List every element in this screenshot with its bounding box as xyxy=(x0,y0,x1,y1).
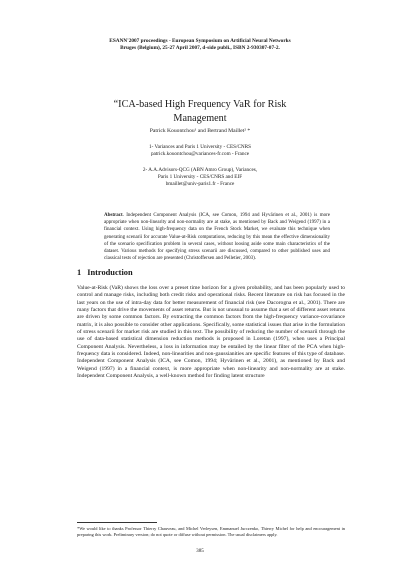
body-paragraph: Value-at-Risk (VaR) shows the loss over a preset time horizon for a given probability, and has been popularly used to control and manage risks, including both credit risks and operational risks. Recent literature on risk has focused in the last years on the use of intra-day data for better measurement of financial risk (see Dacorogna et al., 2001). There are many factors that drive the movements of asset returns. But is not unusual to assume that a set of different asset returns are driven by some common factors. By extracting the common factors from the high-frequency variance-covariance matrix, it is also possible to consider other applications. Specifically, some statistical issues that arise in the formulation of stress scenarii for market risk are studied in this text. The possibility of reducing the number of scenarii through the use of data-based statistical dimension reduction methods is proposed in Loretan (1997), when uses a Principal Component Analysis. Nevertheless, a loss in information may be entailed by the linear filter of the PCA when high-frequency data is considered. Indeed, non-linearities and non-gaussianities are specific features of this type of database. Independent Component Analysis (ICA, see Comon, 1994; Hyvärinen et al., 2001), as mentioned by Back and Weigend (1997) in a financial context, is more appropriate when non-linearity and non-normality are at stake. Independent Component Analysis, a well-known method for finding latent structure xyxy=(77,285,345,380)
header-line-1: ESANN'2007 proceedings - European Symposium on Artificial Neural Networks xyxy=(109,38,291,44)
affiliation-1-line-1: 1- Variances and Paris 1 University - CES/CNRS xyxy=(148,144,252,150)
footnote-rule xyxy=(77,522,157,523)
abstract-label: Abstract xyxy=(104,213,123,218)
section-number: 1 xyxy=(77,268,82,277)
affiliation-1 xyxy=(0,144,400,158)
abstract xyxy=(104,212,330,262)
affiliation-1-line-2: patrick.kouontchou@variances-fr.com - France xyxy=(150,151,250,158)
header-line-2: Bruges (Belgium), 25-27 April 2007, d-side publi., ISBN 2-930307-07-2. xyxy=(120,44,280,51)
title-line-2: Management xyxy=(173,112,227,124)
page-number: 385 xyxy=(196,548,204,554)
section-title: Introduction xyxy=(87,268,133,277)
authors: Patrick Kouontchou¹ and Bertrand Maillet² * xyxy=(149,128,251,134)
section-heading xyxy=(77,268,133,277)
abstract-text: . Independent Component Analysis (ICA, see Comon, 1994 and Hyvärinen et al., 2001) is more appropriate when non-linearity and non-normality are at stake, as mentioned by Back and Weigend (1997) in a financial context. Using high-frequency data on the French Stock Market, we evaluate this technique when generating scenarii for accurate Value-at-Risk computations, reducing by this mean the effective dimensionality of the scenario specification problem in several cases, without loosing aside some main characteristics of the dataset. Various methods for specifying stress scenarii are discussed, compared to other published uses and classical tests of rejection are presented (Christoffersen and Pelletier, 2003). xyxy=(104,213,330,262)
proceedings-header xyxy=(0,38,400,51)
affiliation-2-line-1: 2- A.A.Advisors-QCG (ABN Amro Group), Variances, xyxy=(142,167,258,173)
title-line-1: “ICA-based High Frequency VaR for Risk xyxy=(113,99,287,110)
affiliation-2-line-2: Paris 1 University - CES/CNRS and EIF xyxy=(157,174,243,181)
affiliation-2 xyxy=(0,167,400,189)
footnote: *We would like to thanks Professor Thierry Chauveau, and Michel Verleysen, Emmanuel Jurczenko, Thierry Michel for help and encouragement in preparing this work. Preliminary version; do not quote or diffuse without permission. The usual disclaimers apply. xyxy=(77,526,345,537)
paper-title xyxy=(0,98,400,125)
affiliation-2-line-3: bmaillet@univ-paris1.fr - France xyxy=(165,181,235,188)
